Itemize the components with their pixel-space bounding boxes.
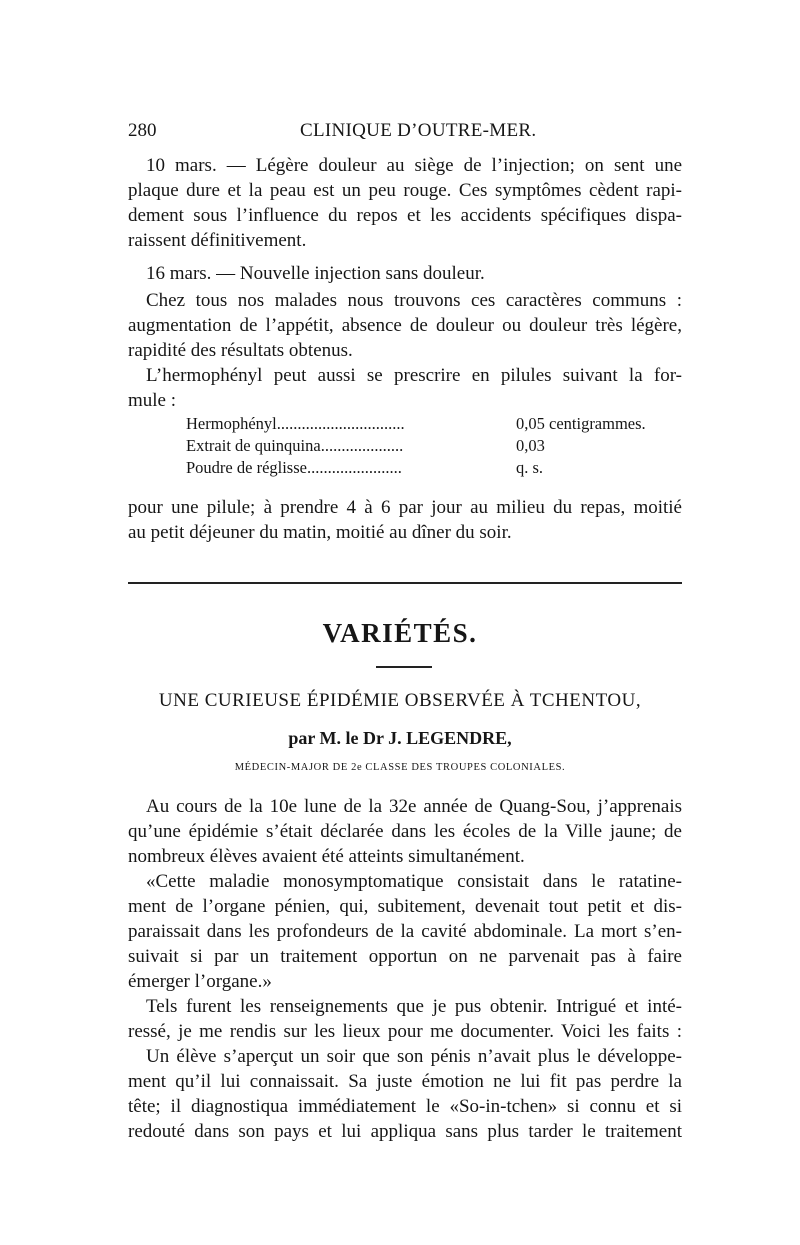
text-line: Tels furent les renseignements que je pus obtenir. Intrigué et inté- [146,996,682,1017]
formula-row [186,458,543,478]
text-line: nombreux élèves avaient été atteints simultanément. [128,846,525,867]
text-line: redouté dans son pays et lui appliqua sans plus tarder le traitement [128,1121,682,1142]
text-line: ment qu’il lui connaissait. Sa juste émotion ne lui fit pas perdre la [128,1071,682,1092]
text-line: ressé, je me rendis sur les lieux pour me documenter. Voici les faits : [128,1021,682,1042]
text-line: tête; il diagnostiqua immédiatement le «So-in-tchen» si connu et si [128,1096,682,1117]
formula-row [186,436,545,456]
text-line: mule : [128,390,177,411]
text-line: pour une pilule; à prendre 4 à 6 par jour au milieu du repas, moitié [128,497,682,518]
text-line: paraissait dans les profondeurs de la cavité abdominale. La mort s’en- [128,921,682,942]
formula-quantity: 0,05 centigrammes. [516,414,646,433]
article-author: par M. le Dr J. LEGENDRE, [288,728,512,748]
formula-row [186,414,646,434]
text-line: dement sous l’influence du repos et les accidents spécifiques dispa- [128,205,682,226]
text-line: L’hermophényl peut aussi se prescrire en pilules suivant la for- [146,365,682,386]
title-underline [376,666,432,668]
text-line: suivait si par un traitement opportun on ne parvenait pas à faire [128,946,682,967]
text-line: 16 mars. — Nouvelle injection sans douleur. [146,263,485,284]
text-line: «Cette maladie monosymptomatique consistait dans le ratatine- [146,871,682,892]
text-line: Un élève s’aperçut un soir que son pénis n’avait plus le développe- [146,1046,682,1067]
formula-quantity: q. s. [516,458,544,477]
text-line: au petit déjeuner du matin, moitié au dîner du soir. [128,522,512,543]
formula-quantity: 0,03 [516,436,545,455]
formula-ingredient: Poudre de réglisse....................... [186,458,402,477]
text-line: raissent définitivement. [128,230,307,251]
text-line: Au cours de la 10e lune de la 32e année de Quang-Sou, j’apprenais [146,796,682,817]
text-line: émerger l’organe.» [128,971,272,992]
text-line: ment de l’organe pénien, qui, subitement, devenait tout petit et dis- [128,896,682,917]
section-title: VARIÉTÉS. [322,618,478,648]
text-line: rapidité des résultats obtenus. [128,340,353,361]
text-line: plaque dure et la peau est un peu rouge. Ces symptômes cèdent rapi- [128,180,682,201]
text-line: 10 mars. — Légère douleur au siège de l’injection; on sent une [146,155,682,176]
formula-ingredient: Extrait de quinquina.................... [186,436,404,455]
text-line: qu’une épidémie s’était déclarée dans les écoles de la Ville jaune; de [128,821,682,842]
author-rank: MÉDECIN-MAJOR DE 2e CLASSE DES TROUPES COLONIALES. [234,762,566,773]
text-line: Chez tous nos malades nous trouvons ces caractères communs : [146,290,682,311]
formula-ingredient: Hermophényl............................... [186,414,405,433]
section-divider [128,582,682,584]
page-number: 280 [128,120,157,141]
running-head: CLINIQUE D’OUTRE-MER. [300,120,537,141]
text-line: augmentation de l’appétit, absence de douleur ou douleur très légère, [128,315,682,336]
article-title: UNE CURIEUSE ÉPIDÉMIE OBSERVÉE À TCHENTOU, [158,690,642,711]
